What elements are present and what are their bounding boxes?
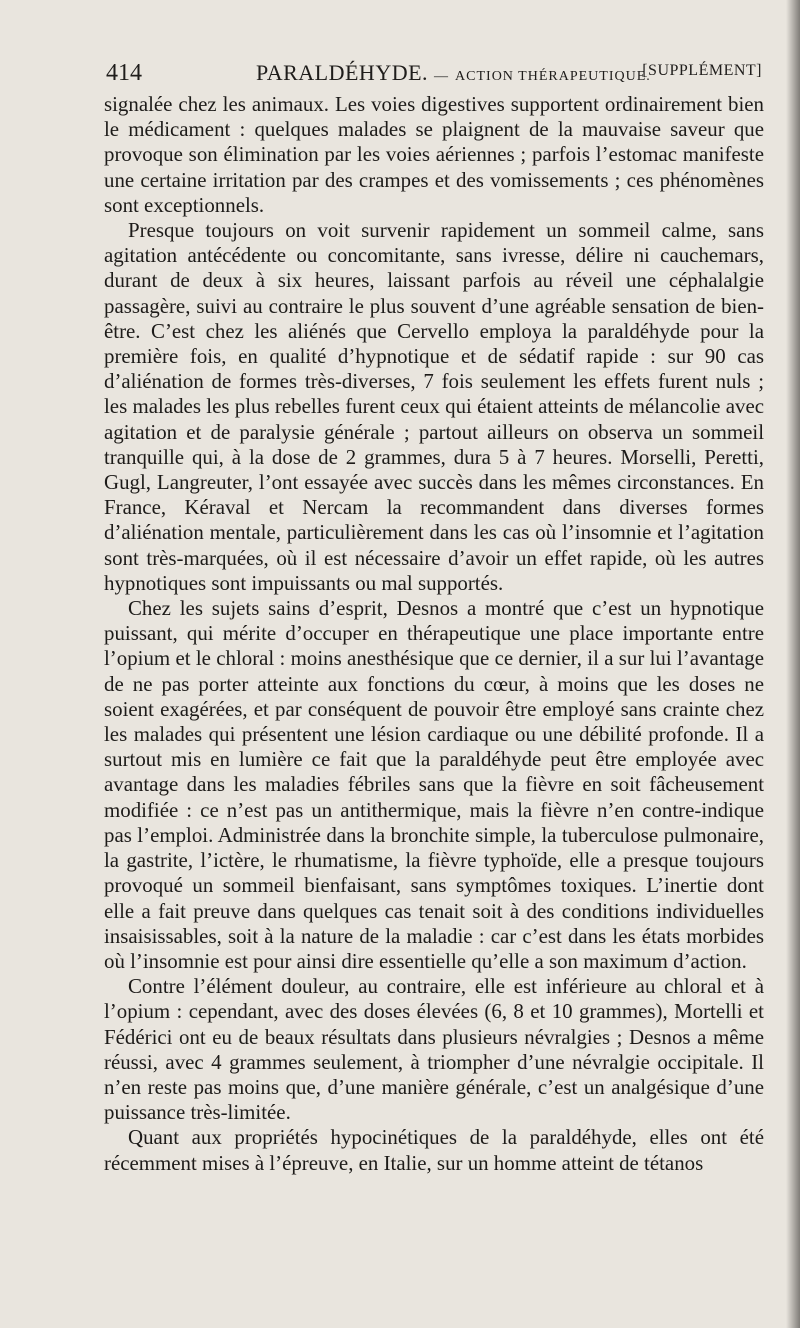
- running-header: [106, 60, 764, 92]
- body-text: [104, 92, 764, 1176]
- title-dash: —: [434, 69, 450, 84]
- paragraph-hypocinetiques: Quant aux propriétés hypocinétiques de la paraldéhyde, elles ont été récemment mises à l’épreuve, en Italie, sur un homme atteint de tétanos: [104, 1125, 764, 1175]
- running-subtitle: ACTION THÉRAPEUTIQUE.: [455, 69, 651, 84]
- section-label: [SUPPLÉMENT]: [642, 62, 762, 79]
- page-number: 414: [106, 60, 142, 86]
- paragraph-sujets-sains: Chez les sujets sains d’esprit, Desnos a montré que c’est un hypnotique puissant, qui mérite d’occuper en thérapeutique une place importante entre l’opium et le chloral : moins anesthésique que ce dernier, il a sur lui l’avantage de ne pas porter atteinte aux fonctions du cœur, à moins que les doses ne soient exagérées, et par conséquent de pouvoir être employé sans crainte chez les malades qui présentent une lésion cardiaque ou une débilité profonde. Il a surtout mis en lumière ce fait que la paraldéhyde peut être employée avec avantage dans les maladies fébriles sans que la fièvre en soit fâcheusement modifiée : ce n’est pas un antithermique, mais la fièvre n’en contre-indique pas l’emploi. Administrée dans la bronchite simple, la tuberculose pulmonaire, la gastrite, l’ictère, le rhumatisme, la fièvre typhoïde, elle a presque toujours provoqué un sommeil bienfaisant, sans symptômes toxiques. L’inertie dont elle a fait preuve dans quelques cas tenait soit à des conditions individuelles insaisissables, soit à la nature de la maladie : car c’est dans les états morbides où l’insomnie est pour ainsi dire essentielle qu’elle a son maximum d’action.: [104, 596, 764, 973]
- paragraph-continuation: signalée chez les animaux. Les voies digestives supportent ordinairement bien le médicament : quelques malades se plaignent de la mauvaise saveur que provoque son élimination par les voies aériennes ; parfois l’estomac manifeste une certaine irritation par des crampes et des vomissements ; ces phénomènes sont exceptionnels.: [104, 92, 764, 217]
- paragraph-douleur: Contre l’élément douleur, au contraire, elle est inférieure au chloral et à l’opium : cependant, avec des doses élevées (6, 8 et 10 grammes), Mortelli et Fédérici ont eu de beaux résultats dans plusieurs névralgies ; Desnos a même réussi, avec 4 grammes seulement, à triompher d’une névralgie occipitale. Il n’en reste pas moins que, d’une manière générale, c’est un analgésique d’une puissance très-limitée.: [104, 974, 764, 1125]
- running-title: [256, 60, 651, 86]
- paragraph-sommeil: Presque toujours on voit survenir rapidement un sommeil calme, sans agitation antécédente ou concomitante, sans ivresse, délire ni cauchemars, durant de deux à six heures, laissant parfois au réveil une céphalalgie passagère, suivi au contraire le plus souvent d’une agréable sensation de bien-être. C’est chez les aliénés que Cervello employa la paraldéhyde pour la première fois, en qualité d’hypnotique et de sédatif rapide : sur 90 cas d’aliénation de formes très-diverses, 7 fois seulement les effets furent nuls ; les malades les plus rebelles furent ceux qui étaient atteints de mélancolie avec agitation et de paralysie générale ; partout ailleurs on observa un sommeil tranquille qui, à la dose de 2 grammes, dura 5 à 7 heures. Morselli, Peretti, Gugl, Langreuter, l’ont essayée avec succès dans les mêmes circonstances. En France, Kéraval et Nercam la recommandent dans diverses formes d’aliénation mentale, particulièrement dans les cas où l’insomnie et l’agitation sont très-marquées, où il est nécessaire d’avoir un effet rapide, où les autres hypnotiques sont impuissants ou mal supportés.: [104, 218, 764, 595]
- running-title-main: PARALDÉHYDE.: [256, 60, 429, 85]
